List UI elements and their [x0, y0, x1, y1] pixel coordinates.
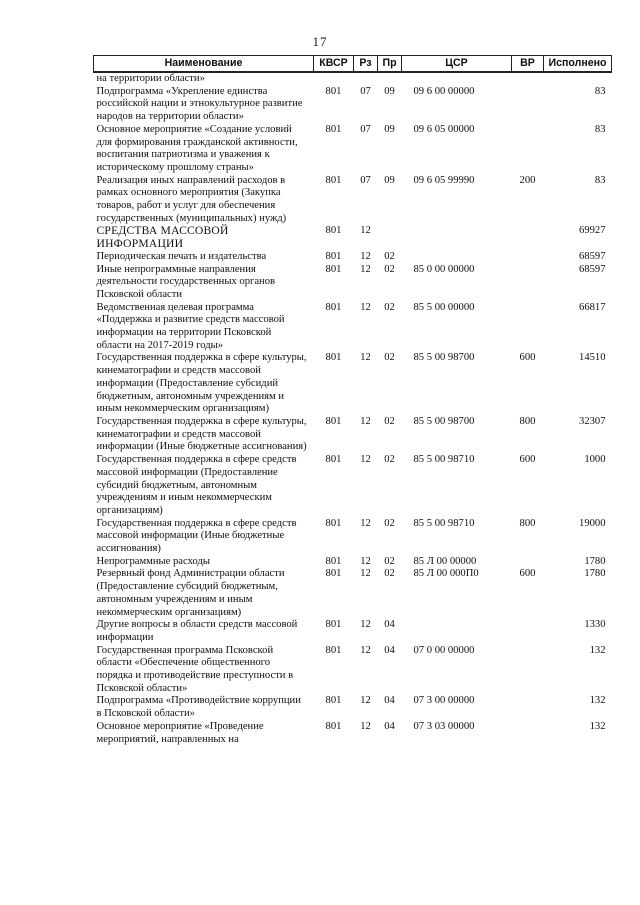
- table-row: [94, 124, 612, 175]
- table-row: [94, 721, 612, 746]
- table-body: [94, 72, 612, 746]
- cell-csr: 07 0 00 00000: [413, 644, 475, 656]
- cell-csr: 09 6 05 00000: [413, 123, 475, 135]
- cell-rz: 12: [360, 555, 371, 567]
- header-pr: Пр: [378, 56, 402, 73]
- cell-isp: 66817: [579, 301, 606, 313]
- cell-csr: 85 0 00 00000: [413, 263, 475, 275]
- cell-rz: 12: [360, 568, 371, 580]
- cell-kvsr: 801: [325, 415, 342, 427]
- table-row: [94, 556, 612, 569]
- cell-isp: 83: [594, 85, 606, 97]
- cell-csr: 07 3 00 00000: [413, 695, 475, 707]
- header-csr: ЦСР: [402, 56, 512, 73]
- cell-isp: [544, 72, 612, 86]
- cell-rz: 07: [360, 85, 371, 97]
- cell-vr: [512, 86, 544, 124]
- budget-execution-table: [93, 55, 612, 746]
- header-vr: ВР: [512, 56, 544, 73]
- cell-vr: 800: [519, 415, 536, 427]
- cell-vr: 600: [519, 352, 536, 364]
- cell-name: Основное мероприятие «Проведение мероприятий, направленных на: [96, 720, 264, 745]
- cell-vr: [512, 225, 544, 250]
- cell-vr: [512, 264, 544, 302]
- table-row: [94, 225, 612, 250]
- cell-kvsr: 801: [325, 352, 342, 364]
- cell-name: Подпрограмма «Укрепление единства российской нации и этнокультурное развитие народов на территории области»: [96, 85, 303, 123]
- table-row: [94, 72, 612, 86]
- cell-name: Периодическая печать и издательства: [96, 250, 267, 262]
- cell-pr: 09: [384, 85, 395, 97]
- cell-isp: 14510: [579, 352, 606, 364]
- cell-kvsr: 801: [325, 263, 342, 275]
- cell-name: на территории области»: [96, 73, 205, 84]
- cell-pr: 04: [384, 695, 395, 707]
- cell-rz: 12: [360, 263, 371, 275]
- cell-rz: 12: [360, 720, 371, 732]
- cell-rz: 07: [360, 174, 371, 186]
- cell-name: Другие вопросы в области средств массовой информации: [96, 619, 298, 643]
- cell-vr: 800: [519, 517, 536, 529]
- cell-kvsr: 801: [325, 555, 342, 567]
- table-row: [94, 645, 612, 696]
- table-row: [94, 352, 612, 416]
- cell-isp: 132: [589, 644, 606, 656]
- cell-pr: 02: [384, 250, 395, 262]
- cell-rz: 12: [360, 454, 371, 466]
- cell-rz: 12: [360, 225, 371, 237]
- table-row: [94, 175, 612, 226]
- cell-isp: 19000: [579, 517, 606, 529]
- cell-pr: 04: [384, 720, 395, 732]
- cell-kvsr: 801: [325, 619, 342, 631]
- cell-csr: 85 Л 00 00000: [413, 555, 477, 567]
- table-row: [94, 302, 612, 353]
- cell-isp: 1780: [584, 555, 606, 567]
- cell-rz: [354, 72, 378, 86]
- cell-rz: 12: [360, 517, 371, 529]
- cell-kvsr: [314, 72, 354, 86]
- cell-vr: [512, 721, 544, 746]
- table-row: [94, 518, 612, 556]
- cell-vr: [512, 302, 544, 353]
- cell-name: Иные непрограммные направления деятельности государственных органов Псковской области: [96, 263, 276, 300]
- cell-kvsr: 801: [325, 123, 342, 135]
- cell-pr: 04: [384, 644, 395, 656]
- cell-pr: 02: [384, 454, 395, 466]
- cell-csr: [402, 72, 512, 86]
- cell-kvsr: 801: [325, 454, 342, 466]
- cell-isp: 83: [594, 174, 606, 186]
- cell-rz: 12: [360, 619, 371, 631]
- cell-csr: 85 5 00 98710: [413, 454, 475, 466]
- table-row: [94, 568, 612, 619]
- cell-csr: 85 5 00 98700: [413, 415, 475, 427]
- cell-kvsr: 801: [325, 250, 342, 262]
- cell-csr: 09 6 00 00000: [413, 85, 475, 97]
- cell-name: Государственная программа Псковской области «Обеспечение общественного порядка и противодействие преступности в Псковской области»: [96, 644, 294, 694]
- cell-vr: [512, 556, 544, 569]
- cell-name: Государственная поддержка в сфере культуры, кинематографии и средств массовой информации (Предоставление субсидий бюджетным, автономным учреждениям и иным некоммерческим организациям): [96, 352, 307, 415]
- header-isp: Исполнено: [544, 56, 612, 73]
- table-row: [94, 86, 612, 124]
- cell-rz: 07: [360, 123, 371, 135]
- cell-vr: [512, 695, 544, 720]
- table-row: [94, 251, 612, 264]
- cell-name: Ведомственная целевая программа «Поддержка и развитие средств массовой информации на территории Псковской области на 2017-2019 годы»: [96, 301, 285, 351]
- cell-pr: 02: [384, 568, 395, 580]
- cell-vr: [512, 251, 544, 264]
- cell-pr: 02: [384, 263, 395, 275]
- table-header: [94, 56, 612, 73]
- cell-name: Основное мероприятие «Создание условий для формирования гражданской активности, воспитания патриотизма и уважения к историческому прошлому страны»: [96, 123, 298, 173]
- cell-vr: [512, 619, 544, 644]
- cell-kvsr: 801: [325, 720, 342, 732]
- cell-pr: 04: [384, 619, 395, 631]
- cell-pr: 02: [384, 352, 395, 364]
- cell-kvsr: 801: [325, 644, 342, 656]
- table-row: [94, 454, 612, 518]
- cell-pr: 02: [384, 301, 395, 313]
- cell-csr: 09 6 05 99990: [413, 174, 475, 186]
- header-kvsr: КВСР: [314, 56, 354, 73]
- cell-csr: 85 5 00 00000: [413, 301, 475, 313]
- table-row: [94, 695, 612, 720]
- cell-pr: 09: [384, 123, 395, 135]
- cell-kvsr: 801: [325, 174, 342, 186]
- page-number: 17: [312, 34, 328, 49]
- cell-vr: 600: [519, 454, 536, 466]
- cell-csr: 85 5 00 98700: [413, 352, 475, 364]
- table-row: [94, 619, 612, 644]
- cell-kvsr: 801: [325, 568, 342, 580]
- cell-rz: 12: [360, 644, 371, 656]
- cell-isp: 132: [589, 720, 606, 732]
- cell-csr: 07 3 03 00000: [413, 720, 475, 732]
- cell-isp: 69927: [579, 225, 606, 237]
- cell-isp: 68597: [579, 263, 606, 275]
- cell-rz: 12: [360, 301, 371, 313]
- cell-isp: 1000: [584, 454, 606, 466]
- cell-isp: 1780: [584, 568, 606, 580]
- cell-isp: 32307: [579, 415, 606, 427]
- cell-kvsr: 801: [325, 85, 342, 97]
- cell-isp: 1330: [584, 619, 606, 631]
- cell-isp: 68597: [579, 250, 606, 262]
- cell-kvsr: 801: [325, 517, 342, 529]
- cell-pr: [378, 225, 402, 250]
- cell-csr: [402, 251, 512, 264]
- cell-pr: 02: [384, 415, 395, 427]
- cell-name: Государственная поддержка в сфере средств массовой информации (Иные бюджетные ассигнования): [96, 517, 297, 555]
- cell-rz: 12: [360, 695, 371, 707]
- cell-vr: [512, 645, 544, 696]
- cell-csr: 85 5 00 98710: [413, 517, 475, 529]
- cell-name: Подпрограмма «Противодействие коррупции в Псковской области»: [96, 695, 301, 720]
- cell-rz: 12: [360, 415, 371, 427]
- cell-isp: 132: [589, 695, 606, 707]
- cell-vr: 200: [519, 174, 536, 186]
- cell-name: Государственная поддержка в сфере культуры, кинематографии и средств массовой информации (Иные бюджетные ассигнования): [96, 415, 307, 453]
- cell-rz: 12: [360, 250, 371, 262]
- cell-vr: 600: [519, 568, 536, 580]
- cell-vr: [512, 72, 544, 86]
- cell-csr: 85 Л 00 000П0: [413, 568, 479, 580]
- cell-csr: [402, 619, 512, 644]
- cell-name: Государственная поддержка в сфере средств массовой информации (Предоставление субсидий бюджетным, автономным учреждениям и иным некоммерческим организациям): [96, 454, 297, 516]
- cell-pr: 02: [384, 517, 395, 529]
- cell-pr: 02: [384, 555, 395, 567]
- cell-pr: 09: [384, 174, 395, 186]
- table-row: [94, 416, 612, 454]
- cell-kvsr: 801: [325, 695, 342, 707]
- cell-rz: 12: [360, 352, 371, 364]
- cell-name: Непрограммные расходы: [96, 555, 210, 567]
- header-rz: Рз: [354, 56, 378, 73]
- header-name: Наименование: [94, 56, 314, 73]
- cell-name: Резервный фонд Администрации области (Предоставление субсидий бюджетным, автономным учреждениям и иным некоммерческим организациям): [96, 568, 285, 618]
- cell-kvsr: 801: [325, 225, 342, 237]
- table-row: [94, 264, 612, 302]
- cell-kvsr: 801: [325, 301, 342, 313]
- cell-pr: [378, 72, 402, 86]
- cell-name: Реализация иных направлений расходов в рамках основного мероприятия (Закупка товаров, работ и услуг для обеспечения государственных (муниципальных) нужд): [96, 174, 287, 224]
- cell-csr: [402, 225, 512, 250]
- cell-isp: 83: [594, 123, 606, 135]
- cell-vr: [512, 124, 544, 175]
- cell-name: СРЕДСТВА МАССОВОЙ ИНФОРМАЦИИ: [96, 224, 229, 251]
